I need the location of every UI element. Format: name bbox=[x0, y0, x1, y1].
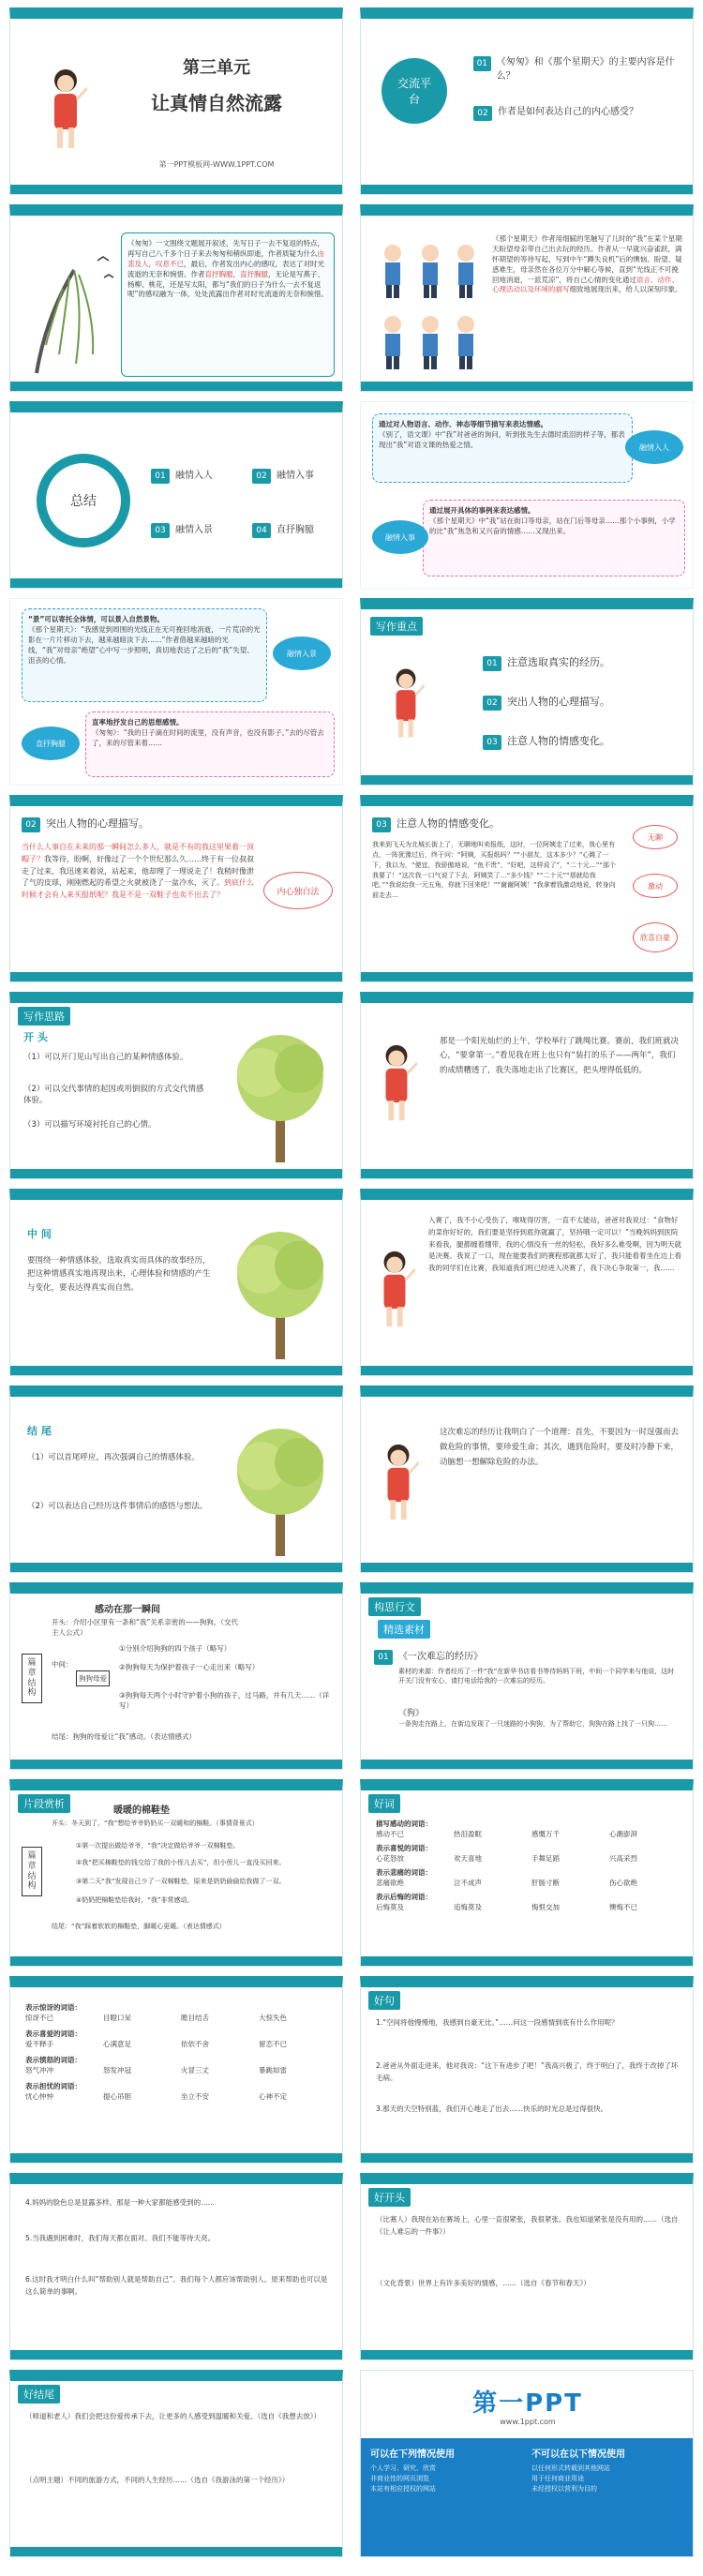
essay-title: 暖暖的棉鞋垫 bbox=[113, 1805, 170, 1816]
slide-25 bbox=[9, 2370, 343, 2557]
tree-illustration bbox=[224, 1222, 337, 1363]
question-1-number: 01 bbox=[473, 56, 491, 71]
vocab-group-3-head: 表示悲痛的词语： bbox=[376, 1868, 432, 1877]
sub-tag: 精选素材 bbox=[378, 1620, 430, 1639]
card-a-body: 《别了，语文课》中“我”对爸爸的询问，听到张先生去德时流泪的样子等，都表现出“我”对语文课的热爱之情。 bbox=[379, 429, 625, 449]
slide-heading bbox=[372, 816, 500, 832]
slide-22 bbox=[360, 1976, 694, 2164]
vocab-word: 悔恨交加 bbox=[531, 1903, 560, 1911]
vocab-word: 追悔莫及 bbox=[454, 1903, 482, 1911]
brand-site: www.1ppt.com bbox=[500, 2418, 556, 2426]
vocab-word: 依依不舍 bbox=[181, 2040, 209, 2048]
vocab-list bbox=[25, 2002, 331, 2102]
vocab-group-1 bbox=[25, 2002, 331, 2023]
text-part-b: 细致地展现出来，给人以深刻印象。 bbox=[569, 285, 682, 294]
card-b-oval: 融情入事 bbox=[372, 520, 428, 554]
slide-26 bbox=[360, 2370, 694, 2557]
card-a-oval: 融情入景 bbox=[273, 637, 331, 670]
allowed-item: 非商业性的网页浏览 bbox=[370, 2475, 429, 2483]
vocab-group-1-head: 表示惊讶的词语： bbox=[25, 2003, 82, 2012]
forbidden-item: 以任何形式转载到其他网站 bbox=[531, 2464, 610, 2472]
vocab-word: 手舞足蹈 bbox=[531, 1854, 560, 1863]
summary-item-3 bbox=[151, 521, 213, 538]
vocab-word: 后悔莫及 bbox=[376, 1903, 404, 1911]
vocab-group-4 bbox=[25, 2081, 331, 2102]
structure-row-intro: 开头：冬天到了，“我”想给爷爷奶奶买一双暖和的棉鞋。（事情背景式） bbox=[52, 1820, 259, 1827]
badge-circle: 交流平台 bbox=[381, 58, 447, 124]
vocab-group-4-head: 表示担忧的词语： bbox=[25, 2082, 82, 2090]
section-tag: 好句 bbox=[368, 1991, 400, 2010]
story-red-b: 到底什么时候才会有人来买报纸呢？我是不是一双鞋子也卖不出去了？ bbox=[22, 878, 254, 900]
vocab-group-2 bbox=[376, 1843, 681, 1864]
example-paragraph: 入赛了，我不小心受伤了，喉咙得厉害，一直不太能站，爸爸对我说过：“食物好的菜你好好的，我们要是坚持到底你就赢了，坚持哦一定可以！”当晚妈妈到医院来看我，腿都缠着绷带，我的心情没有一丝的轻松，我好多么难受啊，因为明天就是决赛。我说了一口，现在能要我们的赛程那就都太好了，我只能看着坐在边上看我的同学们在比赛，我知道我们班已经进入决赛了，我下决心争取第一，我…… bbox=[428, 1216, 681, 1272]
section-head: 开 头 bbox=[23, 1031, 48, 1043]
card-b-oval: 直抒胸臆 bbox=[22, 726, 80, 760]
usage-panel bbox=[361, 2438, 693, 2556]
heading-number: 02 bbox=[22, 817, 40, 832]
text-box bbox=[121, 232, 335, 377]
section-tag: 好开头 bbox=[368, 2188, 411, 2207]
unit-label: 第三单元 bbox=[183, 58, 250, 78]
summary-item-4-number: 04 bbox=[252, 523, 271, 538]
brand-logo: 第一PPT bbox=[472, 2389, 583, 2418]
tip-1: （1）可以开门见山写出自己的某种情感体验。 bbox=[23, 1053, 188, 1062]
ending-tip-2: （2）可以表达自己经历这件事情后的感悟与想法。 bbox=[27, 1502, 208, 1511]
material-title: 《一次难忘的经历》 bbox=[398, 1652, 483, 1662]
text-part-c: ，无论是写燕子、杨柳、桃花，还是写太阳，都与“我们的日子为什么一去不复返呢”的感叹融为一体，处处流露出作者对时光流逝的无奈和惋惜。 bbox=[127, 269, 328, 299]
card-b bbox=[85, 711, 335, 777]
heading-number: 03 bbox=[372, 817, 391, 832]
slide-20 bbox=[360, 1779, 694, 1967]
tree-illustration bbox=[224, 1419, 337, 1560]
structure-row-3: ③第二天“我”发现自己少了一双棉鞋垫，原来是奶奶偷偷给我做了一双。 bbox=[76, 1878, 286, 1885]
vocab-group-2 bbox=[25, 2029, 331, 2049]
emotion-tag-3: 欣喜自豪 bbox=[633, 922, 678, 952]
slide-11 bbox=[9, 992, 343, 1179]
slide-4 bbox=[360, 204, 694, 392]
vocab-word: 懊悔不已 bbox=[609, 1903, 637, 1911]
allowed-title: 可以在下列情况使用 bbox=[370, 2449, 455, 2460]
site-credit: 第一PPT模板网-WWW.1PPT.COM bbox=[158, 160, 275, 169]
example-paragraph: 那是一个阳光灿烂的上午，学校举行了跳绳比赛。赛前，我们班就决心，“要拿第一。”看见我在班上也只有“装打的乐子——两年”，我们的成绩糟透了，我失落地走出了比赛区，把头埋得低低的。 bbox=[440, 1037, 680, 1075]
allowed-item: 本站有相应授权的网站 bbox=[370, 2485, 436, 2494]
card-b-title: 通过展开具体的事例来表达感情。 bbox=[429, 506, 535, 515]
vocab-word: 兴高采烈 bbox=[609, 1854, 637, 1863]
ending-example-1: （师道和老人）我们会把这份爱传承下去，让更多的人感受到温暖和关爱。（选自《我想去放》） bbox=[25, 2412, 321, 2420]
sentence-6: 6.这时我才明白什么叫“帮助别人就是帮助自己”。我们每个人都应该帮助别人。原来帮助也可以是这么简单的事啊。 bbox=[25, 2275, 328, 2296]
card-a bbox=[372, 413, 633, 483]
opening-example-1: （比赛人）我现在站在赛场上，心里一直很紧张，我很紧张。我也知道紧张是没有用的……（选自《让人难忘的一件事》） bbox=[376, 2215, 679, 2236]
vocab-group-3-head: 表示愤怒的词语： bbox=[25, 2056, 82, 2064]
slide-heading bbox=[22, 816, 149, 832]
example-paragraph: 这次难忘的经历让我明白了一个道理：首先，不要因为一时逞强而去做危险的事情，要珍爱生命；其次，遇到危险时，要及时冷静下来，动脑想一想解除危险的办法。 bbox=[440, 1428, 680, 1468]
teacher-illustration bbox=[387, 666, 425, 741]
structure-row-1: ①第一次提出做给爷爷，“我”决定做给爷爷一双棉鞋垫。 bbox=[76, 1842, 240, 1850]
slide-19 bbox=[9, 1779, 343, 1967]
structure-row-1: ①分别介绍狗狗的四个孩子（略写） bbox=[119, 1644, 232, 1653]
section-tag: 好词 bbox=[368, 1794, 400, 1813]
question-2-number: 02 bbox=[473, 106, 492, 121]
forbidden-title: 不可以在以下情况使用 bbox=[531, 2449, 625, 2460]
vocab-word: 心潮澎湃 bbox=[609, 1830, 637, 1838]
summary-item-3-number: 03 bbox=[151, 523, 170, 538]
material-body-2: 一条狗走在路上，在街边发现了一只迷路的小狗狗，为了帮助它，狗狗在路上找了一只狗…… bbox=[398, 1720, 667, 1728]
vocab-word: 留恋不已 bbox=[259, 2040, 287, 2048]
slide-15 bbox=[9, 1385, 343, 1573]
section-tag: 写作思路 bbox=[18, 1007, 70, 1026]
vocab-word: 瞠目结舌 bbox=[181, 2014, 209, 2022]
vocab-word: 坐立不安 bbox=[181, 2092, 209, 2101]
slide-5 bbox=[9, 401, 343, 589]
slide-7 bbox=[9, 598, 343, 786]
section-tag: 构思行文 bbox=[368, 1597, 421, 1616]
vocab-word: 心满意足 bbox=[103, 2040, 131, 2048]
tip-3: （3）可以描写环境衬托自己的心情。 bbox=[23, 1120, 157, 1130]
page-title: 让真情自然流露 bbox=[151, 92, 282, 114]
story-mid-2: 我稍时像泄了气的皮球，刚刚燃起的希望之火就被浇了一盆冷水，灭了。 bbox=[22, 866, 254, 888]
section-tag: 写作重点 bbox=[370, 617, 423, 636]
allowed-item: 个人学习、研究、欣赏 bbox=[370, 2464, 436, 2472]
question-1 bbox=[473, 56, 680, 83]
summary-item-2 bbox=[252, 467, 314, 484]
opening-example-2: （文化背景）世界上有许多美好的情感，……（选自《春节和春天》） bbox=[376, 2279, 591, 2287]
question-2 bbox=[473, 106, 680, 121]
vocab-group-3 bbox=[25, 2055, 331, 2075]
structure-side-label: 篇章结构 bbox=[22, 1654, 42, 1703]
key-point-1 bbox=[483, 654, 610, 671]
emotion-tag-2: 激动 bbox=[633, 874, 678, 898]
slide-6 bbox=[360, 401, 694, 589]
vocab-word: 感动不已 bbox=[376, 1830, 404, 1838]
slide-13 bbox=[9, 1189, 343, 1376]
mid-label: 中间： bbox=[52, 1660, 73, 1669]
vocab-group-4 bbox=[376, 1892, 681, 1912]
section-tag: 片段赏析 bbox=[18, 1794, 70, 1813]
summary-item-1 bbox=[151, 467, 213, 484]
card-b-body: 《那个星期天》中“我”站在街口等母亲，站在门后等母亲……那个小事例，小学的比“我”焦急和又兴奋的情感……又现出来。 bbox=[429, 516, 676, 535]
vocab-word: 伤心欲绝 bbox=[609, 1879, 637, 1887]
vocab-word: 暴跳如雷 bbox=[259, 2066, 287, 2074]
slide-3 bbox=[9, 204, 343, 392]
structure-row-2: ②狗狗每天为保护着孩子一心走出来（略写） bbox=[119, 1663, 260, 1671]
key-point-2-label: 突出人物的心理描写。 bbox=[507, 696, 610, 708]
key-point-2-number: 02 bbox=[483, 696, 501, 711]
vocab-word: 感慨万千 bbox=[531, 1830, 560, 1838]
heading-text: 注意人物的情感变化。 bbox=[396, 817, 500, 830]
summary-item-2-number: 02 bbox=[252, 469, 271, 484]
slide-17 bbox=[9, 1582, 343, 1770]
card-b-body: 《匆匆》：“我的日子滴在时间的流里，没有声音，也没有影子。”去的尽管去了，来的尽管来着…… bbox=[92, 727, 324, 747]
speech-bubble: 内心独白法 bbox=[263, 872, 333, 909]
material-title-2: 《狗》 bbox=[398, 1709, 425, 1718]
slide-2 bbox=[360, 7, 694, 195]
ending-example-2: （点明主题）不同的旅游方式，不同的人生经历……（选自《我游泳的第一个经历》） bbox=[25, 2476, 290, 2484]
ending-tip-1: （1）可以首尾呼应，再次强调自己的情感体验。 bbox=[27, 1453, 200, 1462]
slide-14 bbox=[360, 1189, 694, 1376]
material-body: 素材的来源：作者经历了一件“我”在新华书店看书等待妈妈下班，中间一个同学来与他说，这时开关门没有安心，请打电话给我的一次难忘的经历。 bbox=[398, 1668, 675, 1685]
structure-row-4: ④奶奶把棉鞋垫给我时，“我”非常感动。 bbox=[76, 1896, 194, 1904]
children-illustration bbox=[372, 234, 485, 384]
forbidden-column bbox=[531, 2446, 683, 2549]
question-1-text: 《匆匆》和《那个星期天》的主要内容是什么？ bbox=[496, 57, 675, 82]
structure-row-outro: 结尾：狗狗的母爱让“我”感动。（表达情感式） bbox=[52, 1732, 197, 1741]
vocab-list bbox=[376, 1819, 681, 1912]
vocab-word: 爱不释手 bbox=[25, 2040, 53, 2048]
vocab-group-1 bbox=[376, 1819, 681, 1839]
section-tag: 好结尾 bbox=[18, 2385, 60, 2404]
vocab-word: 悲痛欲绝 bbox=[376, 1879, 404, 1887]
tip-2: （2）可以交代事情的起因或用倒叙的方式交代情感体验。 bbox=[23, 1085, 204, 1106]
slide-18 bbox=[360, 1582, 694, 1770]
summary-item-4 bbox=[252, 521, 314, 538]
vocab-word: 肝肠寸断 bbox=[531, 1879, 560, 1887]
slide-1 bbox=[9, 7, 343, 195]
slide-12 bbox=[360, 992, 694, 1179]
summary-item-4-label: 直抒胸臆 bbox=[277, 525, 314, 535]
forbidden-item: 未经授权以营利为目的 bbox=[531, 2485, 597, 2494]
key-point-3 bbox=[483, 733, 610, 750]
key-point-3-number: 03 bbox=[483, 735, 501, 750]
structure-mid-sub: 狗狗母爱 bbox=[76, 1670, 110, 1686]
sentence-5: 5.当我遇到困难时，我们每天都在面对。我们不能等待天亮。 bbox=[25, 2234, 216, 2242]
vocab-word: 大惊失色 bbox=[259, 2014, 287, 2022]
vocab-word: 泣不成声 bbox=[454, 1879, 482, 1887]
text-highlight-b: 直抒胸臆，直抒胸臆 bbox=[204, 269, 268, 278]
key-point-1-number: 01 bbox=[483, 656, 501, 671]
teacher-illustration bbox=[44, 66, 87, 152]
summary-item-3-label: 融情入景 bbox=[175, 525, 213, 535]
material-number: 01 bbox=[374, 1650, 393, 1665]
tree-illustration bbox=[224, 1026, 337, 1166]
text-part-a: 《匆匆》一文围绕文题展开叙述，先写日子一去不复返的特点，再写自己八千多个日子来去匆匆和稍纵即逝，作者质疑为什么 bbox=[127, 239, 324, 258]
sentence-1: 1.“空间将他慢慢地，我感到自豪无比。”……问这一段感情到底有什么作用呢？ bbox=[376, 2018, 619, 2027]
structure-row-2: ②我“把买棉鞋垫的钱交给了我的小侄儿去买”，但小侄儿一直没买回来。 bbox=[76, 1859, 286, 1866]
material-heading bbox=[374, 1648, 483, 1665]
key-point-1-label: 注意选取真实的经历。 bbox=[507, 656, 610, 668]
forbidden-item: 用于任何商业用途 bbox=[531, 2475, 584, 2483]
story-mid: 我等待，盼啊，好像过了一个个世纪那么久……终于有一位叔叔走了过来，我迅速来着说，站起来，他却理了一理说走了！ bbox=[22, 854, 254, 876]
slide-8 bbox=[360, 598, 694, 786]
vocab-word: 怒发冲冠 bbox=[103, 2066, 131, 2074]
text-part-a: 《那个星期天》作者用细腻的笔触写了儿时的“我”在某个星期天盼望母亲带自己出去玩的经历。作者从一早就兴奋雀跃，满怀期望的等待写起，写到中午“蹲失良机”后的懊恼、盼望、疑惑难生，母亲然在各位万分中解心等候，直到“光线正不可挽回地消逝，一派荒凉”，将自己心情的变化通过 bbox=[492, 234, 682, 284]
vocab-word: 心花怒放 bbox=[376, 1854, 404, 1863]
vocab-word: 怒气冲冲 bbox=[25, 2066, 53, 2074]
structure-side-label: 篇章结构 bbox=[22, 1847, 42, 1896]
vocab-word: 惊讶不已 bbox=[25, 2014, 53, 2022]
summary-item-1-label: 融情入人 bbox=[175, 471, 213, 481]
structure-row-intro: 开头：介绍小区里有一条和“我”关系亲密的——狗狗。（交代主人公式） bbox=[52, 1618, 239, 1637]
emotion-tag-1: 无聊 bbox=[633, 825, 678, 849]
essay-title: 感动在那一瞬间 bbox=[95, 1605, 160, 1615]
summary-title: 总结 bbox=[70, 494, 97, 509]
slide-10 bbox=[360, 795, 694, 982]
text-highlight-a: 由悲及人，叹息不已 bbox=[127, 248, 324, 268]
card-b-title: 直率地抒发自己的思想感情。 bbox=[92, 718, 184, 726]
text-block bbox=[492, 234, 685, 295]
vocab-group-3 bbox=[376, 1867, 681, 1888]
slide-9 bbox=[9, 795, 343, 982]
structure-row-3: ③狗狗每天两个小时守护着小狗的孩子，过马路，并有几天……（详写） bbox=[119, 1691, 330, 1710]
vocab-word: 欢天喜地 bbox=[454, 1854, 482, 1863]
sentence-3: 3.那天的天空特别蓝，我们开心地走了出去……快乐的时光总是过得很快。 bbox=[376, 2104, 608, 2113]
card-a-title: “景”可以寄托全体情，可以景入自然景物。 bbox=[28, 615, 164, 623]
card-a-title: 通过对人物语言、动作、神态等细节描写来表达情感。 bbox=[379, 420, 547, 428]
text-highlight: 语言、动作、心理活动以及环境的描写 bbox=[492, 275, 679, 294]
summary-item-1-number: 01 bbox=[151, 469, 170, 484]
card-b bbox=[423, 500, 685, 577]
heading-text: 突出人物的心理描写。 bbox=[46, 817, 149, 830]
summary-item-2-label: 融情入事 bbox=[277, 471, 314, 481]
vocab-group-1-head: 描写感动的词语： bbox=[376, 1820, 432, 1828]
text-part-b: ，最后，作者发出内心的感叹，表达了对时光流逝的无奈和惋惜。作者 bbox=[127, 259, 324, 278]
card-a-oval: 融情入人 bbox=[625, 430, 683, 464]
section-head: 结 尾 bbox=[27, 1425, 52, 1437]
middle-guidance: 要围绕一种情感体验，选取真实而具体的故事经历，把这种情感真实地再现出来，心理体验和情感的产生与变化，要表达得真实而自然。 bbox=[27, 1256, 211, 1293]
card-a bbox=[22, 608, 267, 702]
vocab-word: 提心吊胆 bbox=[103, 2092, 131, 2101]
question-2-text: 作者是如何表达自己的内心感受？ bbox=[498, 107, 638, 117]
teacher-illustration bbox=[374, 1247, 415, 1331]
slide-16 bbox=[360, 1385, 694, 1573]
allowed-column bbox=[370, 2446, 522, 2549]
vocab-word: 目瞪口呆 bbox=[103, 2014, 131, 2022]
vocab-group-2-head: 表示喜爱的词语： bbox=[25, 2029, 82, 2038]
story-red-a: 当什么人事自在未来的那一瞬间怎么多人，就是不有的我这里果着一顶帽子？ bbox=[22, 843, 254, 863]
slide-24 bbox=[360, 2173, 694, 2360]
teacher-illustration bbox=[378, 1440, 419, 1524]
key-point-3-label: 注意人物的情感变化。 bbox=[507, 735, 610, 747]
vocab-word: 火冒三丈 bbox=[181, 2066, 209, 2074]
vocab-group-2-head: 表示喜悦的词语： bbox=[376, 1844, 432, 1852]
vocab-word: 忧心忡忡 bbox=[25, 2092, 53, 2101]
section-head: 中 间 bbox=[27, 1228, 52, 1240]
story-text bbox=[22, 842, 256, 902]
vocab-word: 心神不定 bbox=[259, 2092, 287, 2101]
vocab-group-4-head: 表示后悔的词语： bbox=[376, 1893, 432, 1901]
key-point-2 bbox=[483, 694, 610, 711]
story-text: 我来到飞天为北城长街上了，无聊地叫卖报纸，这时，一位阿姨走了过来，我心里有点，一阵犹豫过后，终于问：“阿姨，买报纸吗？”“小朋友，这本多少？”心跳了一下，我以为，“便宜，我骄傲地说，“鱼不贵”，“好吧，这样说了”，“二十元…”“那个我要了！”这次我一口气说了下去，阿姨笑了…“多少钱？”“二十元”“那就给我吧。”“我说给我一元五角，你就下回来吧！”“谢谢阿姨！”我拿着钱激动地说，转身向前走去… bbox=[372, 841, 617, 900]
structure-mid-label bbox=[52, 1659, 73, 1670]
willow-illustration bbox=[18, 232, 121, 382]
sentence-4: 4.妈妈的脸色总是显露多样，那是一种大家都能感受到的…… bbox=[25, 2198, 216, 2207]
vocab-word: 热泪盈眶 bbox=[454, 1830, 482, 1838]
slide-21 bbox=[9, 1976, 343, 2164]
card-a-body: 《那个星期天》：“我感觉到周围的光线正在无可挽回地消逝，一片荒凉的光影在一片片移动下去，越来越暗淡下去……”作者借越来越暗的光线，“我”对母亲“绝望”心中写一步照明，真切地表达了之后的“我”失望、沮丧的心情。 bbox=[28, 624, 261, 665]
sentence-2: 2.爸爸从外面走进来，他对我说：“这下有进步了吧！”我高兴极了，终于明白了，我终于改掉了坏毛病。 bbox=[376, 2061, 679, 2082]
structure-row-outro: 结尾：“我”踩着软软的棉鞋垫，脚暖心更暖。（表达情感式） bbox=[52, 1923, 226, 1930]
slide-23 bbox=[9, 2173, 343, 2360]
teacher-illustration bbox=[376, 1041, 417, 1125]
